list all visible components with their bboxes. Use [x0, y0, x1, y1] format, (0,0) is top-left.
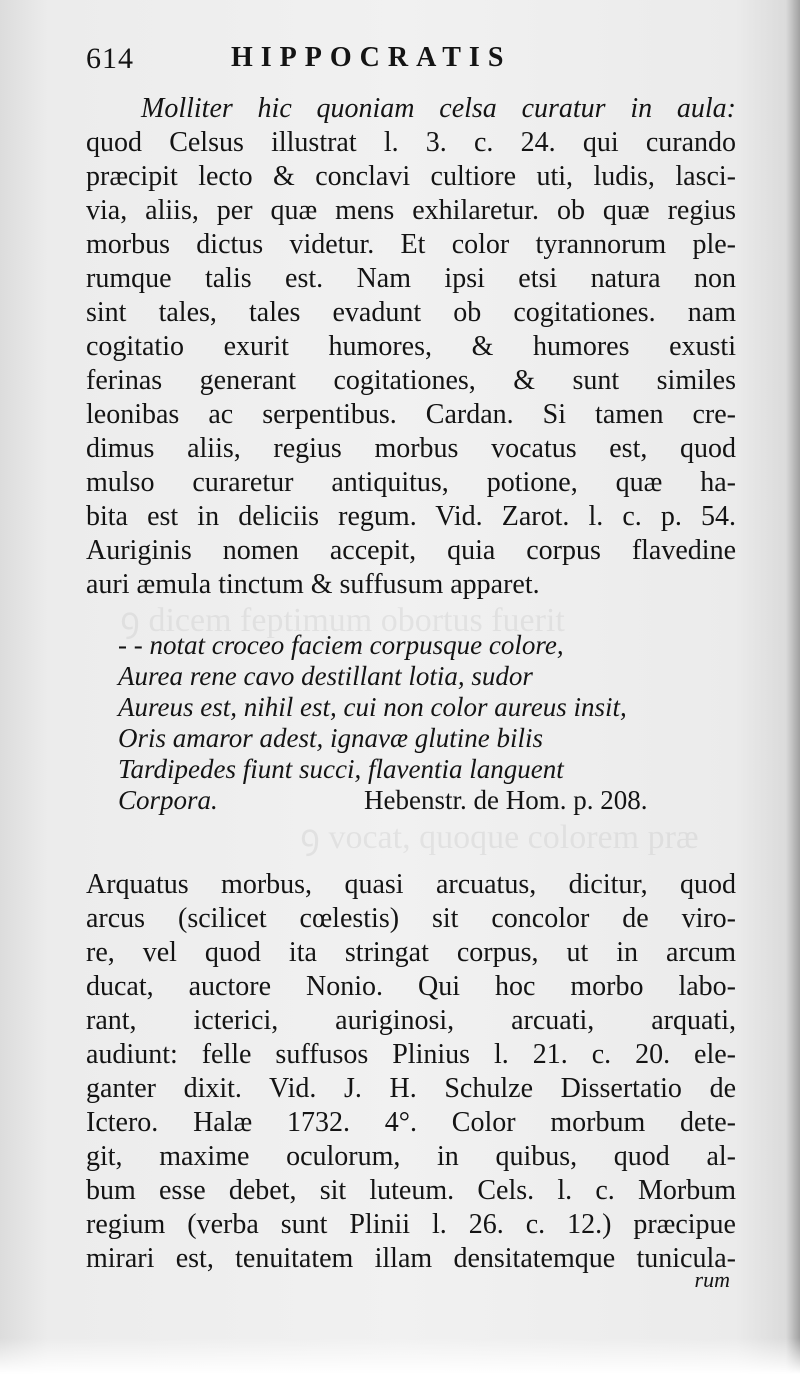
text-line: quod Celsus illustrat l. 3. c. 24. qui curando: [86, 127, 736, 158]
page-footer: [360, 1253, 730, 1293]
text-line: bita est in deliciis regum. Vid. Zarot. l. c. p. 54.: [86, 501, 736, 532]
text-line: cogitatio exurit humores, & humores exusti: [86, 331, 736, 362]
text-line: rant, icterici, auriginosi, arcuati, arquati,: [86, 1005, 736, 1036]
text-line: ducat, auctore Nonio. Qui hoc morbo labo-: [86, 971, 736, 1002]
text-line: Auriginis nomen accepit, quia corpus flavedine: [86, 535, 736, 566]
show-through-text-2: ꝯ vocat, quoque colorem præ: [300, 819, 699, 856]
text-line: re, vel quod ita stringat corpus, ut in arcum: [86, 937, 736, 968]
text-line: rumque talis est. Nam ipsi etsi natura non: [86, 263, 736, 294]
text-line: via, aliis, per quæ mens exhilaretur. ob quæ regius: [86, 195, 736, 226]
running-title: HIPPOCRATIS: [231, 42, 512, 73]
text-line: bum esse debet, sit luteum. Cels. l. c. Morbum: [86, 1175, 736, 1206]
page-bottom-margin: [0, 1338, 800, 1374]
verse-line: Tardipedes fiunt succi, flaventia languent: [118, 754, 564, 784]
text-line: leonibas ac serpentibus. Cardan. Si tamen cre-: [86, 399, 736, 430]
text-line: Arquatus morbus, quasi arcuatus, dicitur, quod: [86, 869, 736, 900]
page-edge-shadow: [786, 0, 800, 1374]
text-line: sint tales, tales evadunt ob cogitationes. nam: [86, 297, 736, 328]
paragraph-commentary-1: [86, 92, 736, 602]
verse-line: Aureus est, nihil est, cui non color aureus insit,: [118, 692, 627, 722]
text-line: præcipit lecto & conclavi cultiore uti, ludis, lasci-: [86, 161, 736, 192]
text-line: auri æmula tinctum & suffusum apparet.: [86, 569, 540, 600]
text-line: Molliter hic quoniam celsa curatur in aula:: [141, 93, 736, 124]
text-line: ganter dixit. Vid. J. H. Schulze Dissertatio de: [86, 1073, 736, 1104]
text-line: ferinas generant cogitationes, & sunt similes: [86, 365, 736, 396]
show-through-text: ꝯ dicem feptimum obortus fuerit: [120, 602, 565, 639]
text-line: Ictero. Halæ 1732. 4°. Color morbum dete-: [86, 1107, 736, 1138]
catchword: rum: [694, 1267, 730, 1292]
text-line: mirari est, tenuitatem illam densitatemque tunicula-: [86, 1243, 736, 1274]
verse-citation: Hebenstr. de Hom. p. 208.: [364, 785, 648, 815]
text-line: arcus (scilicet cœlestis) sit concolor de viro-: [86, 903, 736, 934]
text-line: git, maxime oculorum, in quibus, quod al-: [86, 1141, 736, 1172]
paragraph-commentary-2: [86, 868, 736, 1276]
text-line: audiunt: felle suffusos Plinius l. 21. c. 20. ele-: [86, 1039, 736, 1070]
verse-last-word: Corpora.: [118, 785, 218, 815]
text-line: regium (verba sunt Plinii l. 26. c. 12.) præcipue: [86, 1209, 736, 1240]
verse-line: - - notat croceo faciem corpusque colore,: [118, 630, 564, 660]
verse-line: Aurea rene cavo destillant lotia, sudor: [118, 661, 533, 691]
text-line: morbus dictus videtur. Et color tyrannorum ple-: [86, 229, 736, 260]
text-line: mulso curaretur antiquitus, potione, quæ ha-: [86, 467, 736, 498]
page-number: 614: [86, 42, 134, 75]
verse-line: [118, 785, 748, 816]
text-line: dimus aliis, regius morbus vocatus est, quod: [86, 433, 736, 464]
verse-line: Oris amaror adest, ignavæ glutine bilis: [118, 723, 544, 753]
running-head: [86, 40, 606, 80]
verse-quotation: [118, 630, 748, 816]
